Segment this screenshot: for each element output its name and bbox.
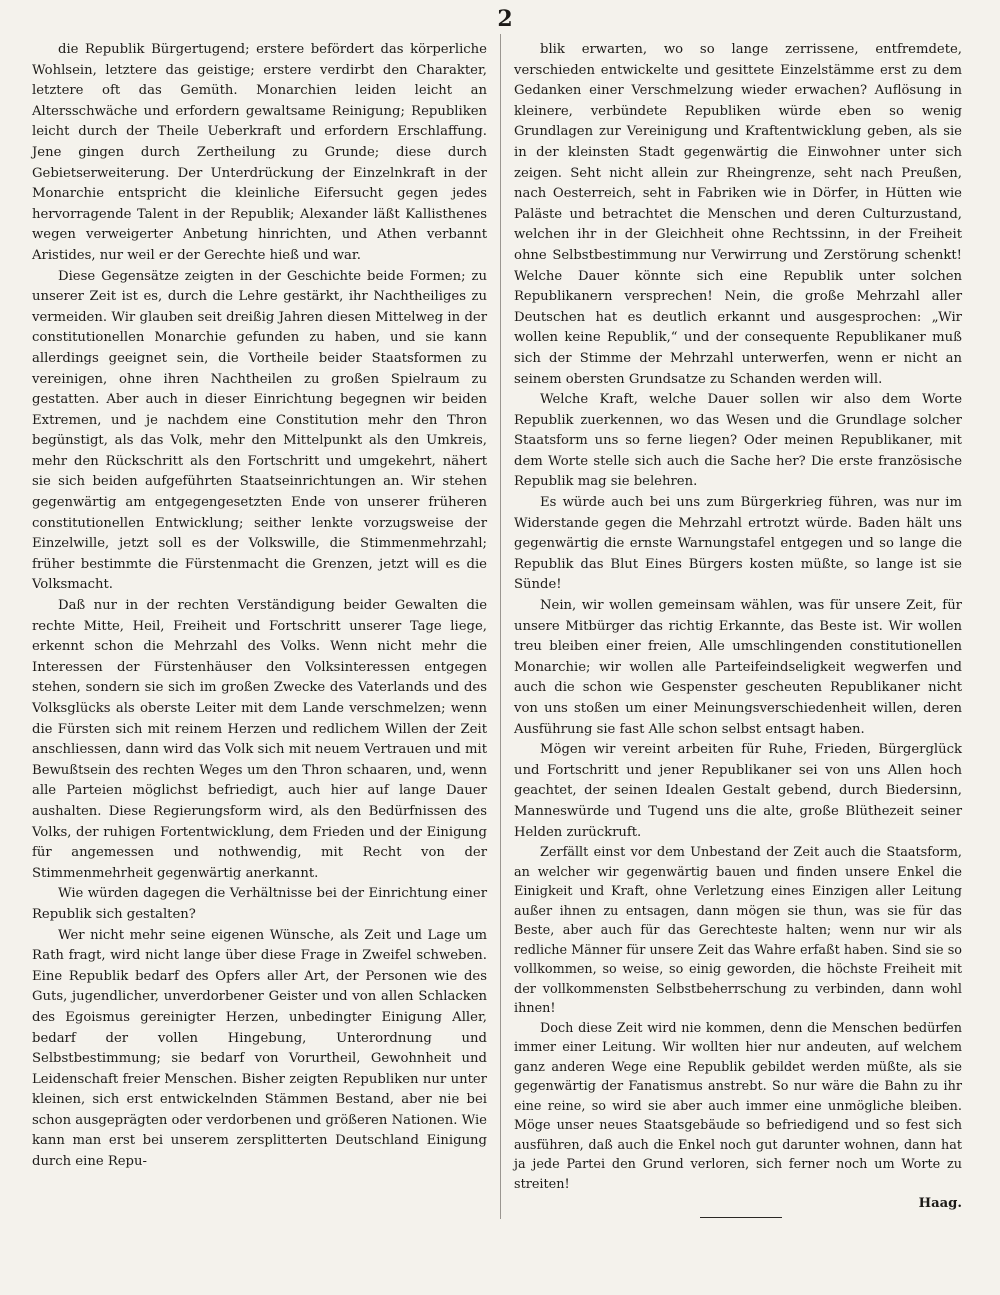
paragraph: die Republik Bürgertugend; erstere befördert das körperliche Wohlsein, letztere das geistige; erstere verdirbt den Charakter, letztere oft das Gemüth. Monarchien leiden leicht an Altersschwäche und erfordern gewaltsame Reinigung; Republiken leicht durch der Theile Ueberkraft und erfordern Erschlaffung. Jene gingen durch Zertheilung zu Grunde; diese durch Gebietserweiterung. Der Unterdrückung der Einzelnkraft in der Monarchie entspricht die kleinliche Eifersucht gegen jedes hervorragende Talent in der Republik; Alexander läßt Kallisthenes wegen verweigerter Anbetung hinrichten, und Athen verbannt Aristides, nur weil er der Gerechte hieß und war. [32,42,487,263]
author-signature: Haag. [918,1196,962,1212]
paragraph: Nein, wir wollen gemeinsam wählen, was für unsere Zeit, für unsere Mitbürger das richtig Erkannte, das Beste ist. Wir wollen treu bleiben einer freien, Alle umschlingenden constitutionellen Monarchie; wir wollen alle Parteifeindseligkeit wegwerfen und auch die schon wie Gespenster gescheuten Republikaner nicht von uns stoßen um einer Meinungsverschiedenheit willen, deren Ausführung sie fast Alle schon selbst entsagt haben. [514,598,962,737]
paragraph: Welche Kraft, welche Dauer sollen wir also dem Worte Republik zuerkennen, wo das Wesen und die Grundlage solcher Staatsform uns so ferne liegen? Oder meinen Republikaner, mit dem Worte stelle sich auch die Sache her? Die erste französische Republik mag sie belehren. [514,392,962,490]
paragraph: Wer nicht mehr seine eigenen Wünsche, als Zeit und Lage um Rath fragt, wird nicht lange über diese Frage in Zweifel schweben. Eine Republik bedarf des Opfers aller Art, der Personen wie des Guts, jugendlicher, unverdorbener Geister und von allen Schlacken des Egoismus gereinigter Herzen, unbedingter Einigung Aller, bedarf der vollen Hingebung, Unterordnung und Selbstbestimmung; sie bedarf von Vorurtheil, Gewohnheit und Leidenschaft freier Menschen. Bisher zeigten Republiken nur unter kleinen, sich erst entwickelnden Stämmen Bestand, aber nie bei schon ausgeprägten oder verdorbenen und größeren Nationen. Wie kann man erst bei unserem zersplitterten Deutschland Einigung durch eine Repu- [32,927,487,1170]
paragraph: Daß nur in der rechten Verständigung beider Gewalten die rechte Mitte, Heil, Freiheit und Fortschritt unserer Tage liege, erkennt schon die Mehrzahl des Volks. Wenn nicht mehr die Interessen der Fürstenhäuser den Volksinteressen entgegen stehen, sondern sie sich im großen Zwecke des Vaterlands und des Volksglücks als oberste Leiter mit dem Lande verschmelzen; wenn die Fürsten sich mit reinem Herzen und redlichem Willen der Zeit anschliessen, dann wird das Volk sich mit neuem Vertrauen und mit Bewußtsein des rechten Weges um den Thron schaaren, und, wenn alle Parteien möglichst befriedigt, auch hier auf lange Dauer aushalten. Diese Regierungsform wird, als den Bedürfnissen des Volks, der ruhigen Fortentwicklung, dem Frieden und der Einigung für angemessen und nothwendig, mit Recht von der Stimmenmehrheit gegenwärtig anerkannt. [32,598,487,881]
paragraph: Diese Gegensätze zeigten in der Geschichte beide Formen; zu unserer Zeit ist es, durch die Lehre gestärkt, ihr Nachtheiliges zu vermeiden. Wir glauben seit dreißig Jahren diesen Mittelweg in der constitutionellen Monarchie gefunden zu haben, und sie kann allerdings geeignet sein, die Vortheile beider Staatsformen zu vereinigen, ohne ihren Nachtheilen zu großen Spielraum zu gestatten. Aber auch in dieser Einrichtung begegnen wir beiden Extremen, und je nachdem eine Constitution mehr den Thron begünstigt, als das Volk, mehr den Mittelpunkt als den Umkreis, mehr den Rückschritt als den Fortschritt und umgekehrt, nähert sie sich beiden aufgeführten Staatseinrichtungen an. Wir stehen gegenwärtig am entgegengesetzten Ende von unserer früheren constitutionellen Entwicklung; seither lenkte vorzugsweise der Einzelwille, jetzt soll es der Volkswille, die Stimmenmehrzahl; früher bestimmte die Fürstenmacht die Grenzen, jetzt will es die Volksmacht. [32,268,487,593]
paragraph: Es würde auch bei uns zum Bürgerkrieg führen, was nur im Widerstande gegen die Mehrzahl ertrotzt würde. Baden hält uns gegenwärtig die ernste Warnungstafel entgegen und so lange die Republik das Blut Eines Bürgers kosten müßte, so lange ist sie Sünde! [514,495,962,593]
paragraph: Zerfällt einst vor dem Unbestand der Zeit auch die Staatsform, an welcher wir gegenwärtig bauen und finden unsere Enkel die Einigkeit und Kraft, ohne Verletzung eines Einzigen aller Leitung außer ihnen zu entsagen, dann mögen sie thun, was sie für das Beste, aber auch für das Gerechteste halten; wenn nur wir als redliche Männer für unsere Zeit das Wahre erfaßt haben. Sind sie so vollkommen, so weise, so einig geworden, die höchste Freiheit mit der vollkommensten Selbstbeherrschung zu verbinden, dann wohl ihnen! [514,845,962,1017]
right-column [514,40,962,1215]
paragraph: Doch diese Zeit wird nie kommen, denn die Menschen bedürfen immer einer Leitung. Wir wollten hier nur andeuten, auf welchem ganz anderen Wege eine Republik gebildet werden müßte, als sie gegenwärtig der Fanatismus anstrebt. So nur wäre die Bahn zu ihr eine reine, so wird sie aber auch immer eine unmögliche bleiben. Möge unser neues Staatsgebäude so befriedigend und so fest sich ausführen, daß auch die Enkel noch gut darunter wohnen, dann hat ja jede Partei den Grund verloren, sich ferner noch um Worte zu streiten! [514,1020,962,1192]
page-number: 2 [497,6,513,32]
left-column [32,40,487,1173]
column-divider [500,34,501,1219]
paragraph: Wie würden dagegen die Verhältnisse bei der Einrichtung einer Republik sich gestalten? [32,886,487,922]
paragraph: blik erwarten, wo so lange zerrissene, entfremdete, verschieden entwickelte und gesittete Einzelstämme erst zu dem Gedanken einer Verschmelzung wieder erwachen? Auflösung in kleinere, verbündete Republiken würde eben so wenig Grundlagen zur Vereinigung und Kraftentwicklung geben, als sie in der kleinsten Stadt gegenwärtig die Einwohner unter sich zeigen. Seht nicht allein zur Rheingrenze, seht nach Preußen, nach Oesterreich, seht in Fabriken wie in Dörfer, in Hütten wie Paläste und betrachtet die Menschen und deren Culturzustand, welchen ihr in der Gleichheit ohne Rechtssinn, in der Freiheit ohne Selbstbestimmung nur Verwirrung und Zerstörung schenkt! Welche Dauer könnte sich eine Republik unter solchen Republikanern versprechen! Nein, die große Mehrzahl aller Deutschen hat es deutlich erkannt und ausgesprochen: „Wir wollen keine Republik,“ und der consequente Republikaner muß sich der Stimme der Mehrzahl unterwerfen, wenn er nicht an seinem obersten Grundsatze zu Schanden werden will. [514,42,962,387]
paragraph: Mögen wir vereint arbeiten für Ruhe, Frieden, Bürgerglück und Fortschritt und jener Republikaner sei von uns Allen hoch geachtet, der seinen Idealen Gestalt gebend, durch Biedersinn, Manneswürde und Tugend uns die alte, große Blüthezeit seiner Helden zurückruft. [514,742,962,840]
separator-rule [700,1217,782,1218]
